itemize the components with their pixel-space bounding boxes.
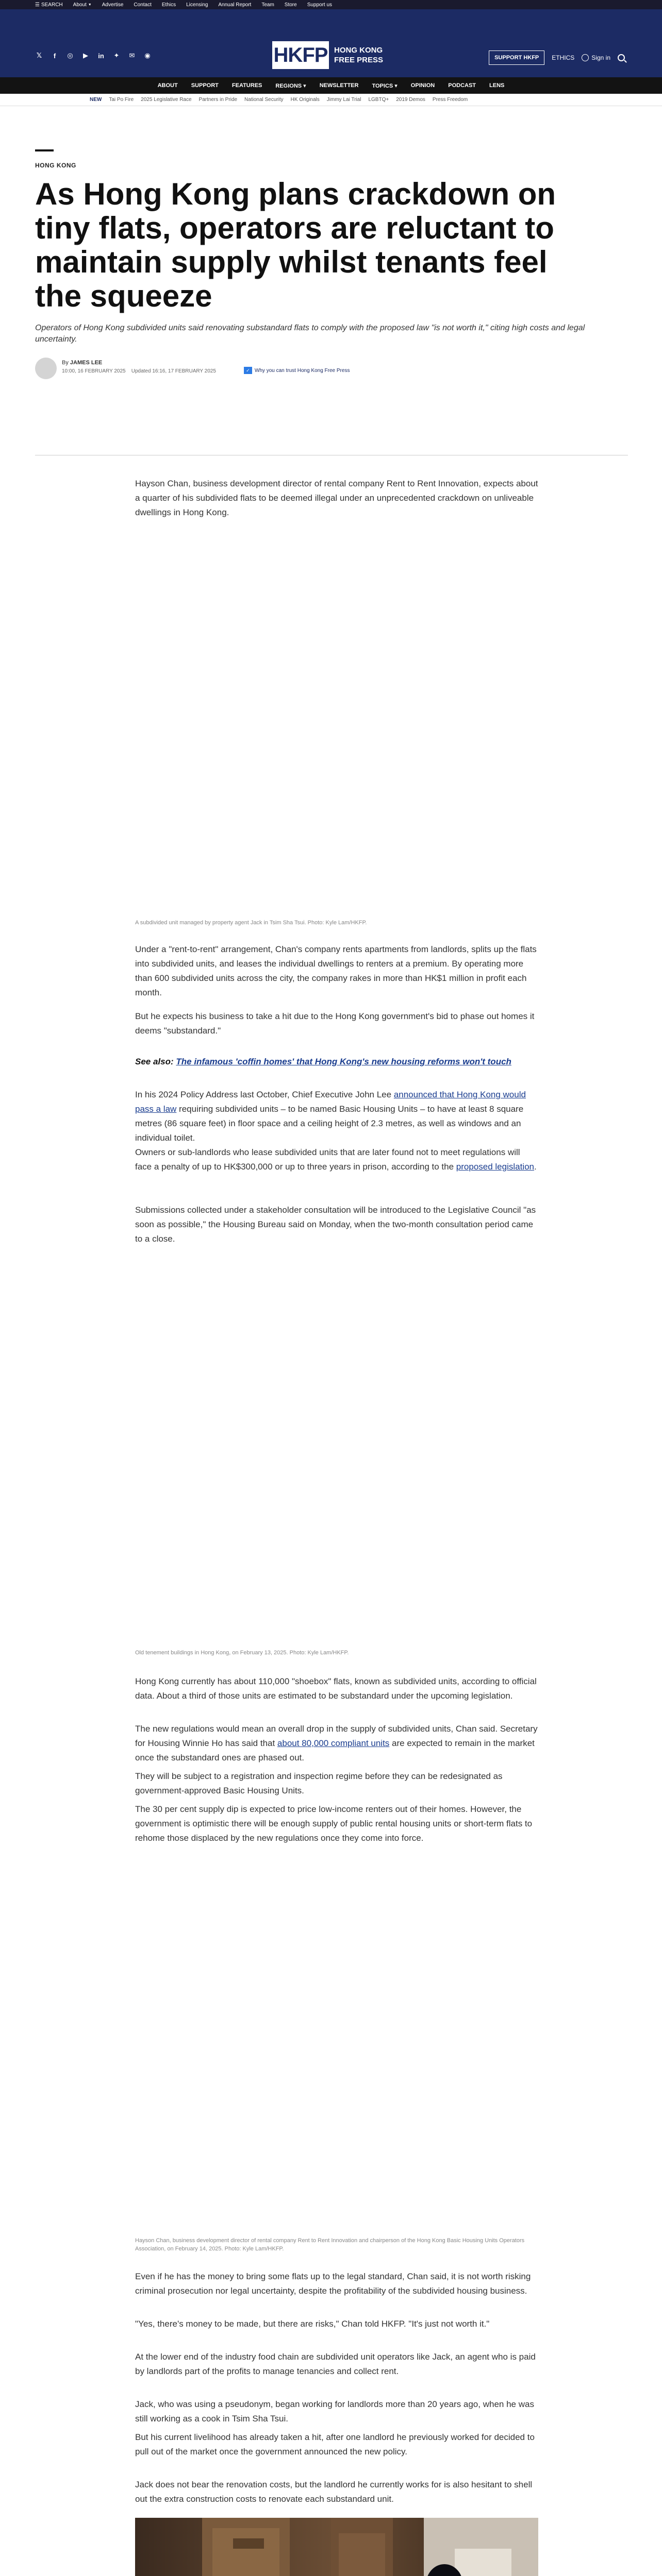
utility-search-link[interactable]: ☰ SEARCH — [35, 2, 63, 8]
utility-store-link[interactable]: Store — [284, 2, 297, 8]
see-also-link[interactable]: The infamous 'coffin homes' that Hong Kong's new housing reforms won't touch — [176, 1057, 511, 1066]
utility-about-link[interactable]: About ▼ — [73, 2, 92, 8]
author-link[interactable]: JAMES LEE — [70, 360, 103, 366]
trending-link[interactable]: Tai Po Fire — [109, 97, 134, 103]
inline-link[interactable]: announced that Hong Kong would pass a law — [135, 1090, 526, 1114]
trending-link[interactable]: Jimmy Lai Trial — [326, 97, 361, 103]
author-avatar — [35, 358, 57, 379]
image-caption: Hayson Chan, business development director of rental company Rent to Rent Innovation and chairperson of the Hong Kong Basic Housing Units Operators Association, on February 14, 2025. Photo: Kyle Lam/HKFP. — [135, 2238, 525, 2252]
paragraph: Even if he has the money to bring some flats up to the legal standard, Chan said, it is not worth risking criminal prosecution nor legal uncertainty, despite the profitability of the subdivided housing business. — [135, 2272, 531, 2296]
trending-link[interactable]: National Security — [244, 97, 284, 103]
utility-advertise-link[interactable]: Advertise — [102, 2, 124, 8]
main-nav — [0, 77, 662, 94]
category-link[interactable]: HONG KONG — [35, 162, 76, 169]
paragraph: But his current livelihood has already taken a hit, after one landlord he previously worked for decided to pull out of the market once the government announced the new policy. — [135, 2432, 535, 2456]
paragraph: Under a "rent-to-rent" arrangement, Chan's company rents apartments from landlords, splits up the flats into subdivided units, and leases the individual dwellings to renters at a premium. By operating more than 600 subdivided units across the city, the company rakes in more than HK$1 million in profit each month. — [135, 944, 537, 997]
trending-link[interactable]: Press Freedom — [432, 97, 468, 103]
youtube-icon[interactable]: ▶ — [83, 52, 88, 59]
image-caption: Old tenement buildings in Hong Kong, on February 13, 2025. Photo: Kyle Lam/HKFP. — [135, 1650, 349, 1656]
article-title: As Hong Kong plans crackdown on tiny flats, operators are reluctant to maintain supply whilst tenants feel the squeeze — [35, 177, 556, 313]
instagram-icon[interactable]: ◎ — [67, 52, 73, 59]
nav-about[interactable]: ABOUT — [157, 82, 178, 89]
paragraph: The 30 per cent supply dip is expected to price low-income renters out of their homes. However, the government is optimistic there will be enough supply of public rental housing units or short-term flats to rehome those displaced by the new regulations once they come into force. — [135, 1804, 533, 1843]
trust-link[interactable]: ✓ Why you can trust Hong Kong Free Press — [244, 367, 350, 374]
article-subtitle: Operators of Hong Kong subdivided units said renovating substandard flats to comply with the proposed law "is not worth it," citing high costs and legal uncertainty. — [35, 324, 585, 344]
utility-bar — [0, 0, 662, 9]
trending-bar — [0, 94, 662, 106]
twitter-icon[interactable]: 𝕏 — [36, 52, 42, 59]
chevron-down-icon: ▼ — [88, 3, 92, 7]
trending-link[interactable]: LGBTQ+ — [368, 97, 389, 103]
paragraph: Hayson Chan, business development director of rental company Rent to Rent Innovation, expects about a quarter of his subdivided flats to be deemed illegal under an unprecedented crackdown on unliveable dwellings in Hong Kong. — [135, 479, 538, 517]
nav-support[interactable]: SUPPORT — [191, 82, 219, 89]
byline — [35, 358, 628, 379]
nav-podcast[interactable]: PODCAST — [448, 82, 476, 89]
paragraph: At the lower end of the industry food chain are subdivided unit operators like Jack, an agent who is paid by landlords part of the profits to manage tenancies and collect rent. — [135, 2352, 536, 2376]
trending-link[interactable]: 2025 Legislative Race — [141, 97, 192, 103]
publish-date: 10:00, 16 FEBRUARY 2025 Updated 16:16, 17 FEBRUARY 2025 — [62, 368, 216, 374]
paragraph: But he expects his business to take a hit due to the Hong Kong government's bid to phase out homes it deems "substandard." — [135, 1011, 535, 1036]
social-links — [35, 52, 152, 60]
photo-illustration — [135, 2518, 538, 2576]
trending-label: NEW — [90, 97, 102, 103]
paragraph: In his 2024 Policy Address last October, Chief Executive John Lee announced that Hong Kong would pass a law requiring subdivided units – to be named Basic Housing Units – to have at least 8 square metres (86 square feet) in floor space and a ceiling height of 2.3 metres, as well as windows and an individual toilet. — [135, 1090, 526, 1143]
inline-link[interactable]: proposed legislation — [456, 1162, 535, 1172]
paragraph: Owners or sub-landlords who lease subdivided units that are later found not to meet regulations will face a penalty of up to HK$300,000 or up to three years in prison, according to the proposed legislation. — [135, 1147, 537, 1172]
utility-ethics-link[interactable]: Ethics — [161, 2, 176, 8]
user-icon — [582, 54, 589, 61]
email-icon[interactable]: ✉ — [129, 52, 135, 59]
bluesky-icon[interactable]: ✦ — [113, 52, 120, 59]
checkmark-icon: ✓ — [244, 367, 252, 374]
logo-mark: HKFP — [272, 41, 329, 69]
nav-newsletter[interactable]: NEWSLETTER — [319, 82, 359, 89]
rss-icon[interactable]: ◉ — [144, 52, 151, 59]
menu-icon: ☰ — [35, 2, 40, 8]
paragraph: Hong Kong currently has about 110,000 "shoebox" flats, known as subdivided units, according to official data. About a third of those units are estimated to be substandard under the upcoming legislation. — [135, 1676, 537, 1701]
support-hkfp-button[interactable]: SUPPORT HKFP — [489, 50, 544, 65]
author-line: By JAMES LEE — [62, 360, 103, 366]
utility-licensing-link[interactable]: Licensing — [186, 2, 208, 8]
paragraph: The new regulations would mean an overall drop in the supply of subdivided units, Chan said. Secretary for Housing Winnie Ho has said that about 80,000 compliant units are expected to remain in the market once the substandard ones are phased out. — [135, 1724, 538, 1762]
ethics-link[interactable]: ETHICS — [552, 54, 575, 61]
site-header — [0, 9, 662, 77]
utility-support-link[interactable]: Support us — [307, 2, 333, 8]
sign-in-button[interactable]: Sign in — [582, 54, 610, 61]
trending-link[interactable]: HK Originals — [290, 97, 320, 103]
linkedin-icon[interactable]: in — [98, 52, 104, 60]
site-logo[interactable] — [272, 41, 396, 69]
article-photo — [135, 2518, 538, 2576]
facebook-icon[interactable]: f — [53, 52, 56, 60]
header-actions — [489, 50, 625, 65]
image-caption: A subdivided unit managed by property agent Jack in Tsim Sha Tsui. Photo: Kyle Lam/HKFP. — [135, 920, 367, 926]
see-also: See also: The infamous 'coffin homes' that Hong Kong's new housing reforms won't touch — [135, 1057, 511, 1066]
paragraph: Jack, who was using a pseudonym, began working for landlords more than 20 years ago, when he was still working as a cook in Tsim Sha Tsui. — [135, 2399, 534, 2424]
nav-features[interactable]: FEATURES — [231, 82, 262, 89]
paragraph: Jack does not bear the renovation costs, but the landlord he currently works for is also hesitant to shell out the extra construction costs to renovate each substandard unit. — [135, 2480, 533, 2504]
nav-lens[interactable]: LENS — [489, 82, 505, 89]
trending-link[interactable]: Partners in Pride — [198, 97, 238, 103]
paragraph: Submissions collected under a stakeholder consultation will be introduced to the Legislative Council "as soon as possible," the Housing Bureau said on Monday, when the two-month consultation period came to a close. — [135, 1205, 536, 1244]
utility-team-link[interactable]: Team — [261, 2, 274, 8]
nav-topics[interactable]: TOPICS ▾ — [372, 82, 398, 89]
category-rule — [35, 149, 54, 151]
paragraph: "Yes, there's money to be made, but there are risks," Chan told HKFP. "It's just not worth it." — [135, 2319, 490, 2329]
utility-contact-link[interactable]: Contact — [134, 2, 152, 8]
trending-link[interactable]: 2019 Demos — [396, 97, 425, 103]
paragraph: They will be subject to a registration and inspection regime before they can be redesignated as government-approved Basic Housing Units. — [135, 1771, 503, 1795]
nav-regions[interactable]: REGIONS ▾ — [275, 82, 306, 89]
logo-wordmark: HONG KONG FREE PRESS — [334, 46, 384, 64]
utility-annual-report-link[interactable]: Annual Report — [218, 2, 252, 8]
nav-opinion[interactable]: OPINION — [410, 82, 435, 89]
search-icon[interactable] — [618, 54, 625, 61]
article-header — [35, 149, 628, 379]
inline-link[interactable]: about 80,000 compliant units — [277, 1738, 390, 1748]
